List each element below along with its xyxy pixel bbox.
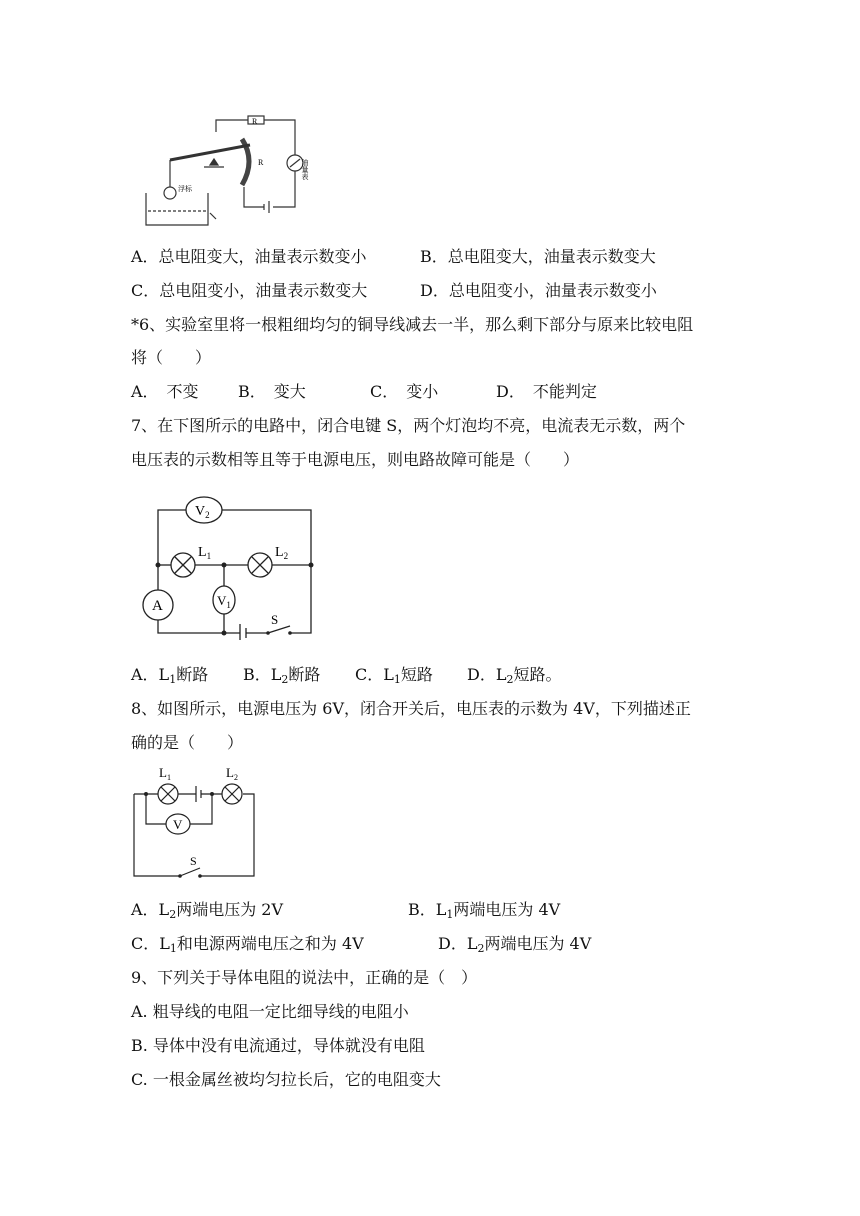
svg-text:L2 xyxy=(275,545,288,561)
q7-ammeter-label: A xyxy=(152,598,163,614)
svg-text:V2 xyxy=(195,504,210,520)
q9-stem: 9、下列关于导体电阻的说法中，正确的是（ ） xyxy=(131,968,478,987)
svg-text:L2 xyxy=(226,765,238,782)
q9-option-a: A. 粗导线的电阻一定比细导线的电阻小 xyxy=(131,1002,409,1021)
q9-option-c: C. 一根金属丝被均匀拉长后，它的电阻变大 xyxy=(131,1070,441,1089)
q6-option-a: A． 不变 xyxy=(131,382,199,401)
q8-l1-sub: 1 xyxy=(166,773,171,782)
oil-gauge-circuit-figure xyxy=(138,115,328,235)
q8-stem-line2: 确的是（ ） xyxy=(131,733,244,752)
q7-option-d: D．$L_2$短路。 xyxy=(467,665,562,686)
q6-option-d: D． 不能判定 xyxy=(496,382,597,401)
q7-option-b: B．$L_2$断路 xyxy=(243,665,321,686)
q8-switch-label: S xyxy=(190,854,197,868)
q7-l2-label: L xyxy=(275,545,284,560)
q5-option-a: A．总电阻变大，油量表示数变小 xyxy=(131,247,367,266)
oil-gauge-label: 油量表 xyxy=(301,159,309,180)
q6-option-b: B． 变大 xyxy=(238,382,306,401)
q8-option-c: C．$L_1$和电源两端电压之和为 4V xyxy=(131,934,364,955)
q7-l1-label: L xyxy=(198,545,207,560)
q7-stem-line2: 电压表的示数相等且等于电源电压，则电路故障可能是（ ） xyxy=(131,450,580,469)
float-label: 浮标 xyxy=(178,185,192,193)
q7-l2-sub: 2 xyxy=(283,551,289,561)
q7-l1-sub: 1 xyxy=(206,551,212,561)
q5-option-c: C．总电阻变小，油量表示数变大 xyxy=(131,281,368,300)
q8-option-a: A．$L_2$两端电压为 2V xyxy=(131,900,284,921)
q8-voltmeter-label: V xyxy=(173,817,183,832)
q5-option-b: B．总电阻变大，油量表示数变大 xyxy=(420,247,656,266)
q7-v2-label: V xyxy=(195,504,206,519)
q7-stem-line1: 7、在下图所示的电路中，闭合电键 S，两个灯泡均不亮，电流表无示数，两个 xyxy=(131,416,686,435)
q8-l2-sub: 2 xyxy=(233,773,238,782)
q8-circuit-figure xyxy=(128,762,263,882)
q8-option-b: B．$L_1$两端电压为 4V xyxy=(408,900,561,921)
q9-option-b: B. 导体中没有电流通过，导体就没有电阻 xyxy=(131,1036,425,1055)
q7-v1-sub: 1 xyxy=(226,600,231,610)
q8-option-d: D．$L_2$两端电压为 4V xyxy=(438,934,592,955)
q5-option-d: D．总电阻变小，油量表示数变小 xyxy=(420,281,657,300)
q6-stem-line1: *6、实验室里将一根粗细均匀的铜导线减去一半，那么剩下部分与原来比较电阻 xyxy=(131,315,694,334)
q7-option-a: A．$L_1$断路 xyxy=(131,665,209,686)
q6-option-c: C． 变小 xyxy=(370,382,439,401)
q8-stem-line1: 8、如图所示，电源电压为 6V，闭合开关后，电压表的示数为 4V，下列描述正 xyxy=(131,699,691,718)
q7-option-c: C．$L_1$短路 xyxy=(355,665,433,686)
svg-text:L1 xyxy=(198,545,211,561)
resistor-label-curve: R xyxy=(258,158,264,167)
svg-text:L1 xyxy=(159,765,171,782)
svg-text:V1 xyxy=(217,593,231,610)
q7-circuit-figure xyxy=(138,490,348,640)
q8-l1-label: L xyxy=(159,765,167,780)
q8-l2-label: L xyxy=(226,765,234,780)
resistor-label-top: R xyxy=(252,117,258,126)
q7-v1-label: V xyxy=(217,593,227,608)
q7-v2-sub: 2 xyxy=(205,510,210,520)
q7-switch-label: S xyxy=(271,612,279,627)
q6-stem-line2: 将（ ） xyxy=(131,348,212,367)
